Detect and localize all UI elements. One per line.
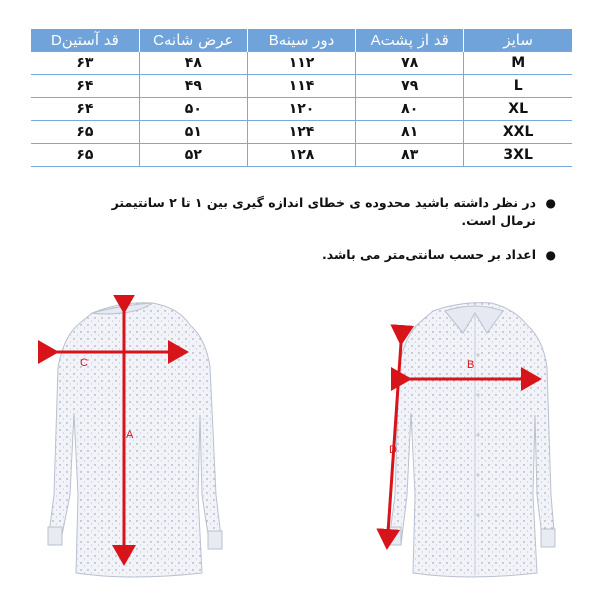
bullet-icon: ● <box>545 196 556 210</box>
cell-shoulder-width: ۵۰ <box>139 98 247 121</box>
cell-sleeve-length: ۶۴ <box>31 98 139 121</box>
cell-back-length: ۸۰ <box>356 98 464 121</box>
header-sleeve-length: قد آستینD <box>31 29 139 52</box>
cell-back-length: ۸۱ <box>356 121 464 144</box>
note-item: ● در نظر داشته باشید محدوده ی خطای اندازه گیری بین ۱ تا ۲ سانتیمتر نرمال است. <box>111 195 556 228</box>
cell-sleeve-length: ۶۴ <box>31 75 139 98</box>
cell-size: XL <box>464 98 572 121</box>
cell-chest: ۱۱۲ <box>247 52 355 75</box>
cell-sleeve-length: ۶۵ <box>31 121 139 144</box>
size-chart-table <box>31 29 572 167</box>
cell-sleeve-length: ۶۵ <box>31 144 139 167</box>
cell-size: 3XL <box>464 144 572 167</box>
header-chest: دور سینهB <box>247 29 355 52</box>
header-shoulder-width: عرض شانهC <box>139 29 247 52</box>
cell-chest: ۱۲۸ <box>247 144 355 167</box>
table-row <box>31 144 572 167</box>
cell-back-length: ۸۳ <box>356 144 464 167</box>
cell-chest: ۱۱۴ <box>247 75 355 98</box>
label-c: C <box>80 357 88 369</box>
table-header-row <box>31 29 572 52</box>
cell-shoulder-width: ۵۱ <box>139 121 247 144</box>
cell-sleeve-length: ۶۳ <box>31 52 139 75</box>
table-row <box>31 98 572 121</box>
header-back-length: قد از پشتA <box>356 29 464 52</box>
cell-shoulder-width: ۴۸ <box>139 52 247 75</box>
shirt-back-view-figure <box>30 295 240 585</box>
cell-size: M <box>464 52 572 75</box>
bullet-icon: ● <box>545 248 556 262</box>
cell-back-length: ۷۸ <box>356 52 464 75</box>
cell-size: L <box>464 75 572 98</box>
shirt-front-shape <box>387 303 555 577</box>
label-d: D <box>389 444 397 456</box>
header-size: سایز <box>464 29 572 52</box>
label-a: A <box>126 429 134 441</box>
shirt-back-shape <box>48 303 222 577</box>
cell-chest: ۱۲۰ <box>247 98 355 121</box>
shirt-front-view-figure <box>375 295 575 585</box>
cell-shoulder-width: ۵۲ <box>139 144 247 167</box>
cell-size: XXL <box>464 121 572 144</box>
table-row <box>31 75 572 98</box>
table-row <box>31 121 572 144</box>
measurement-notes <box>98 194 558 280</box>
cell-back-length: ۷۹ <box>356 75 464 98</box>
note-item: ● اعداد بر حسب سانتی‌متر می باشد. <box>321 247 556 262</box>
label-b: B <box>467 359 475 371</box>
cell-chest: ۱۲۴ <box>247 121 355 144</box>
cell-shoulder-width: ۴۹ <box>139 75 247 98</box>
table-row <box>31 52 572 75</box>
